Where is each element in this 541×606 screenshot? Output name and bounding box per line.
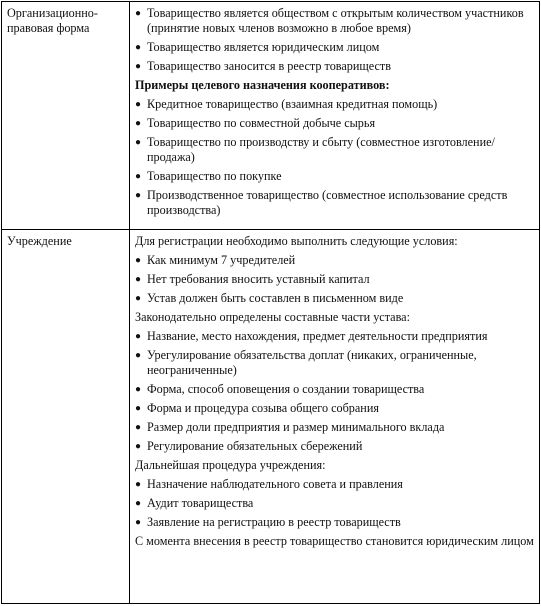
section-heading: Примеры целевого назначения кооперативов: bbox=[135, 78, 390, 92]
paragraph-text: Дальнейшая процедура учреждения: bbox=[135, 458, 326, 472]
bullet-item bbox=[135, 116, 535, 131]
bullet-dot-icon: ● bbox=[135, 403, 142, 414]
row-content-cell bbox=[130, 230, 539, 603]
bullet-dot-icon: ● bbox=[135, 137, 142, 148]
bullet-dot-icon: ● bbox=[135, 331, 142, 342]
bullet-text: Устав должен быть составлен в письменном виде bbox=[147, 291, 404, 305]
bullet-dot-icon: ● bbox=[135, 190, 142, 201]
row-content-cell bbox=[130, 2, 539, 229]
bullet-dot-icon: ● bbox=[135, 517, 142, 528]
bullet-dot-icon: ● bbox=[135, 441, 142, 452]
bullet-item bbox=[135, 291, 535, 306]
bullet-text: Название, место нахождения, предмет деятельности предприятия bbox=[147, 329, 488, 343]
bullet-text: Аудит товарищества bbox=[147, 496, 254, 510]
bullet-item bbox=[135, 348, 535, 378]
bullet-text: Урегулирование обязательства доплат (никаких, ограниченные, неограниченные) bbox=[147, 348, 477, 377]
bullet-item bbox=[135, 477, 535, 492]
bullet-text: Производственное товарищество (совместное использование средств производства) bbox=[147, 188, 508, 217]
bullet-dot-icon: ● bbox=[135, 422, 142, 433]
bullet-text: Заявление на регистрацию в реестр товариществ bbox=[147, 515, 401, 529]
bullet-text: Товарищество по совместной добыче сырья bbox=[147, 116, 376, 130]
bullet-dot-icon: ● bbox=[135, 61, 142, 72]
bullet-dot-icon: ● bbox=[135, 171, 142, 182]
bullet-dot-icon: ● bbox=[135, 274, 142, 285]
bullet-item bbox=[135, 515, 535, 530]
bullet-dot-icon: ● bbox=[135, 498, 142, 509]
bullet-item bbox=[135, 97, 535, 112]
paragraph-text: С момента внесения в реестр товарищество становится юридическим лицом bbox=[135, 534, 534, 548]
bullet-dot-icon: ● bbox=[135, 99, 142, 110]
bullet-text: Форма, способ оповещения о создании товарищества bbox=[147, 382, 425, 396]
table-row bbox=[2, 2, 539, 230]
bullet-item bbox=[135, 272, 535, 287]
bullet-dot-icon: ● bbox=[135, 255, 142, 266]
bullet-item bbox=[135, 59, 535, 74]
row-label-cell bbox=[2, 2, 130, 229]
bullet-dot-icon: ● bbox=[135, 384, 142, 395]
bullet-item bbox=[135, 135, 535, 165]
bullet-item bbox=[135, 253, 535, 268]
bullet-dot-icon: ● bbox=[135, 42, 142, 53]
bullet-dot-icon: ● bbox=[135, 479, 142, 490]
bullet-item bbox=[135, 439, 535, 454]
bullet-text: Кредитное товарищество (взаимная кредитная помощь) bbox=[147, 97, 438, 111]
bullet-item bbox=[135, 40, 535, 55]
bullet-text: Как минимум 7 учредителей bbox=[147, 253, 296, 267]
bullet-text: Товарищество по покупке bbox=[147, 169, 282, 183]
bullet-text: Товарищество заносится в реестр товариществ bbox=[147, 59, 392, 73]
bullet-text: Регулирование обязательных сбережений bbox=[147, 439, 363, 453]
row-label-cell bbox=[2, 230, 130, 603]
bullet-item bbox=[135, 382, 535, 397]
row-label: Организационно-правовая форма bbox=[7, 6, 98, 35]
bullet-item bbox=[135, 329, 535, 344]
bullet-item bbox=[135, 188, 535, 218]
bullet-item bbox=[135, 6, 535, 36]
bullet-dot-icon: ● bbox=[135, 118, 142, 129]
bullet-text: Размер доли предприятия и размер минимального вклада bbox=[147, 420, 445, 434]
bullet-text: Форма и процедура созыва общего собрания bbox=[147, 401, 379, 415]
bullet-item bbox=[135, 496, 535, 511]
bullet-text: Нет требования вносить уставный капитал bbox=[147, 272, 370, 286]
bullet-text: Назначение наблюдательного совета и правления bbox=[147, 477, 403, 491]
bullet-text: Товарищество по производству и сбыту (совместное изготовление/продажа) bbox=[147, 135, 495, 164]
bullet-text: Товарищество является обществом с открытым количеством участников (принятие новых членов возможно в любое время) bbox=[147, 6, 524, 35]
bullet-dot-icon: ● bbox=[135, 293, 142, 304]
bullet-text: Товарищество является юридическим лицом bbox=[147, 40, 380, 54]
bullet-dot-icon: ● bbox=[135, 350, 142, 361]
table-row bbox=[2, 230, 539, 603]
bullet-dot-icon: ● bbox=[135, 8, 142, 19]
bullet-item bbox=[135, 401, 535, 416]
bullet-item bbox=[135, 169, 535, 184]
document-table bbox=[1, 1, 540, 604]
paragraph-text: Для регистрации необходимо выполнить следующие условия: bbox=[135, 234, 458, 248]
paragraph-text: Законодательно определены составные части устава: bbox=[135, 310, 410, 324]
row-label: Учреждение bbox=[7, 234, 72, 248]
bullet-item bbox=[135, 420, 535, 435]
